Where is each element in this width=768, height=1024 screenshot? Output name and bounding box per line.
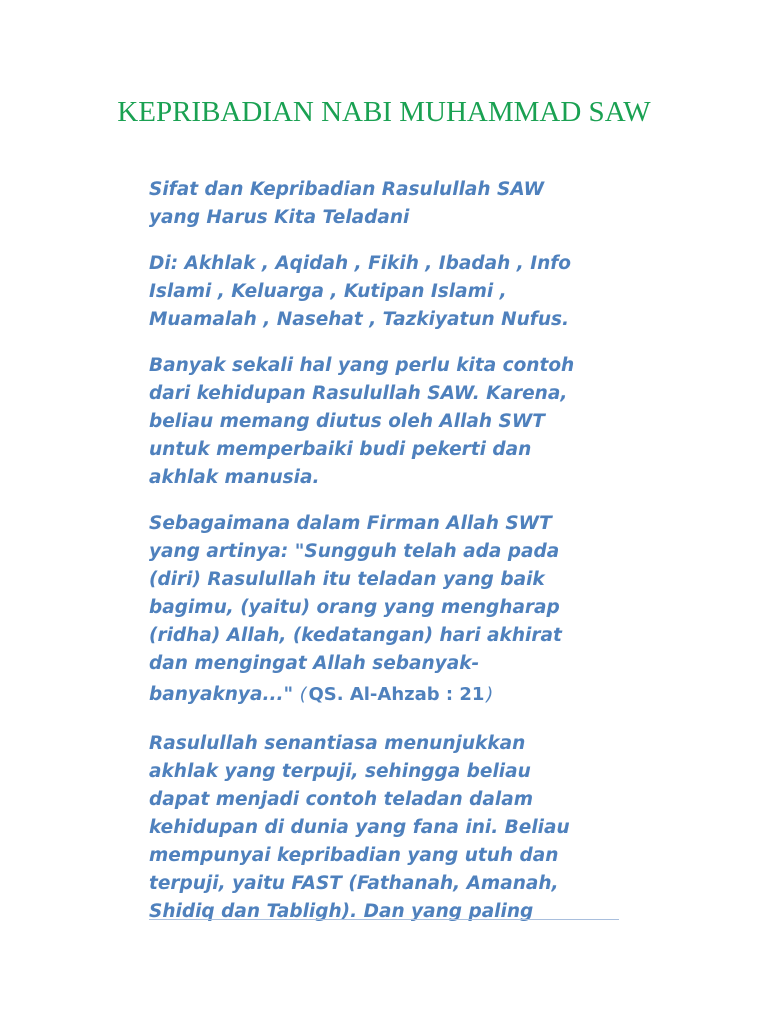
text-line: [149, 678, 624, 712]
text-line: yang artinya: "Sungguh telah ada pada: [149, 541, 560, 562]
paragraph-categories: [149, 250, 624, 334]
text-line: mempunyai kepribadian yang utuh dan: [149, 845, 559, 866]
text-line: akhlak manusia.: [149, 467, 320, 488]
paragraph-quran-quote: [149, 510, 624, 712]
text-line: Sifat dan Kepribadian Rasulullah SAW: [149, 179, 545, 200]
text-line: terpuji, yaitu FAST (Fathanah, Amanah,: [149, 873, 559, 894]
text-line: Muamalah , Nasehat , Tazkiyatun Nufus.: [149, 309, 570, 330]
quote-end-text: banyaknya...": [149, 684, 300, 705]
text-line: (diri) Rasulullah itu teladan yang baik: [149, 569, 545, 590]
text-line: dapat menjadi contoh teladan dalam: [149, 789, 533, 810]
paragraph-intro: [149, 352, 624, 492]
text-line: kehidupan di dunia yang fana ini. Beliau: [149, 817, 570, 838]
reference-open-paren: (: [299, 684, 307, 705]
text-line: untuk memperbaiki budi pekerti dan: [149, 439, 532, 460]
reference-text: QS. Al-Ahzab : 21: [308, 684, 485, 705]
verse-reference: [300, 684, 494, 705]
paragraph-character: [149, 730, 624, 926]
text-line: (ridha) Allah, (kedatangan) hari akhirat: [149, 625, 562, 646]
text-line: Sebagaimana dalam Firman Allah SWT: [149, 513, 552, 534]
document-body: [149, 176, 624, 944]
document-title: KEPRIBADIAN NABI MUHAMMAD SAW: [117, 96, 651, 128]
text-line: dari kehidupan Rasulullah SAW. Karena,: [149, 383, 568, 404]
paragraph-subtitle: [149, 176, 624, 232]
text-line: Di: Akhlak , Aqidah , Fikih , Ibadah , Info: [149, 253, 572, 274]
text-line: akhlak yang terpuji, sehingga beliau: [149, 761, 531, 782]
text-line: Islami , Keluarga , Kutipan Islami ,: [149, 281, 507, 302]
text-line: yang Harus Kita Teladani: [149, 207, 410, 228]
bottom-divider: [149, 919, 619, 920]
reference-close-paren: ): [486, 684, 494, 705]
text-line: Rasulullah senantiasa menunjukkan: [149, 733, 526, 754]
text-line: beliau memang diutus oleh Allah SWT: [149, 411, 545, 432]
text-line: Banyak sekali hal yang perlu kita contoh: [149, 355, 575, 376]
text-line: Shidiq dan Tabligh). Dan yang paling: [149, 901, 534, 922]
text-line: bagimu, (yaitu) orang yang mengharap: [149, 597, 560, 618]
text-line: dan mengingat Allah sebanyak-: [149, 653, 480, 674]
